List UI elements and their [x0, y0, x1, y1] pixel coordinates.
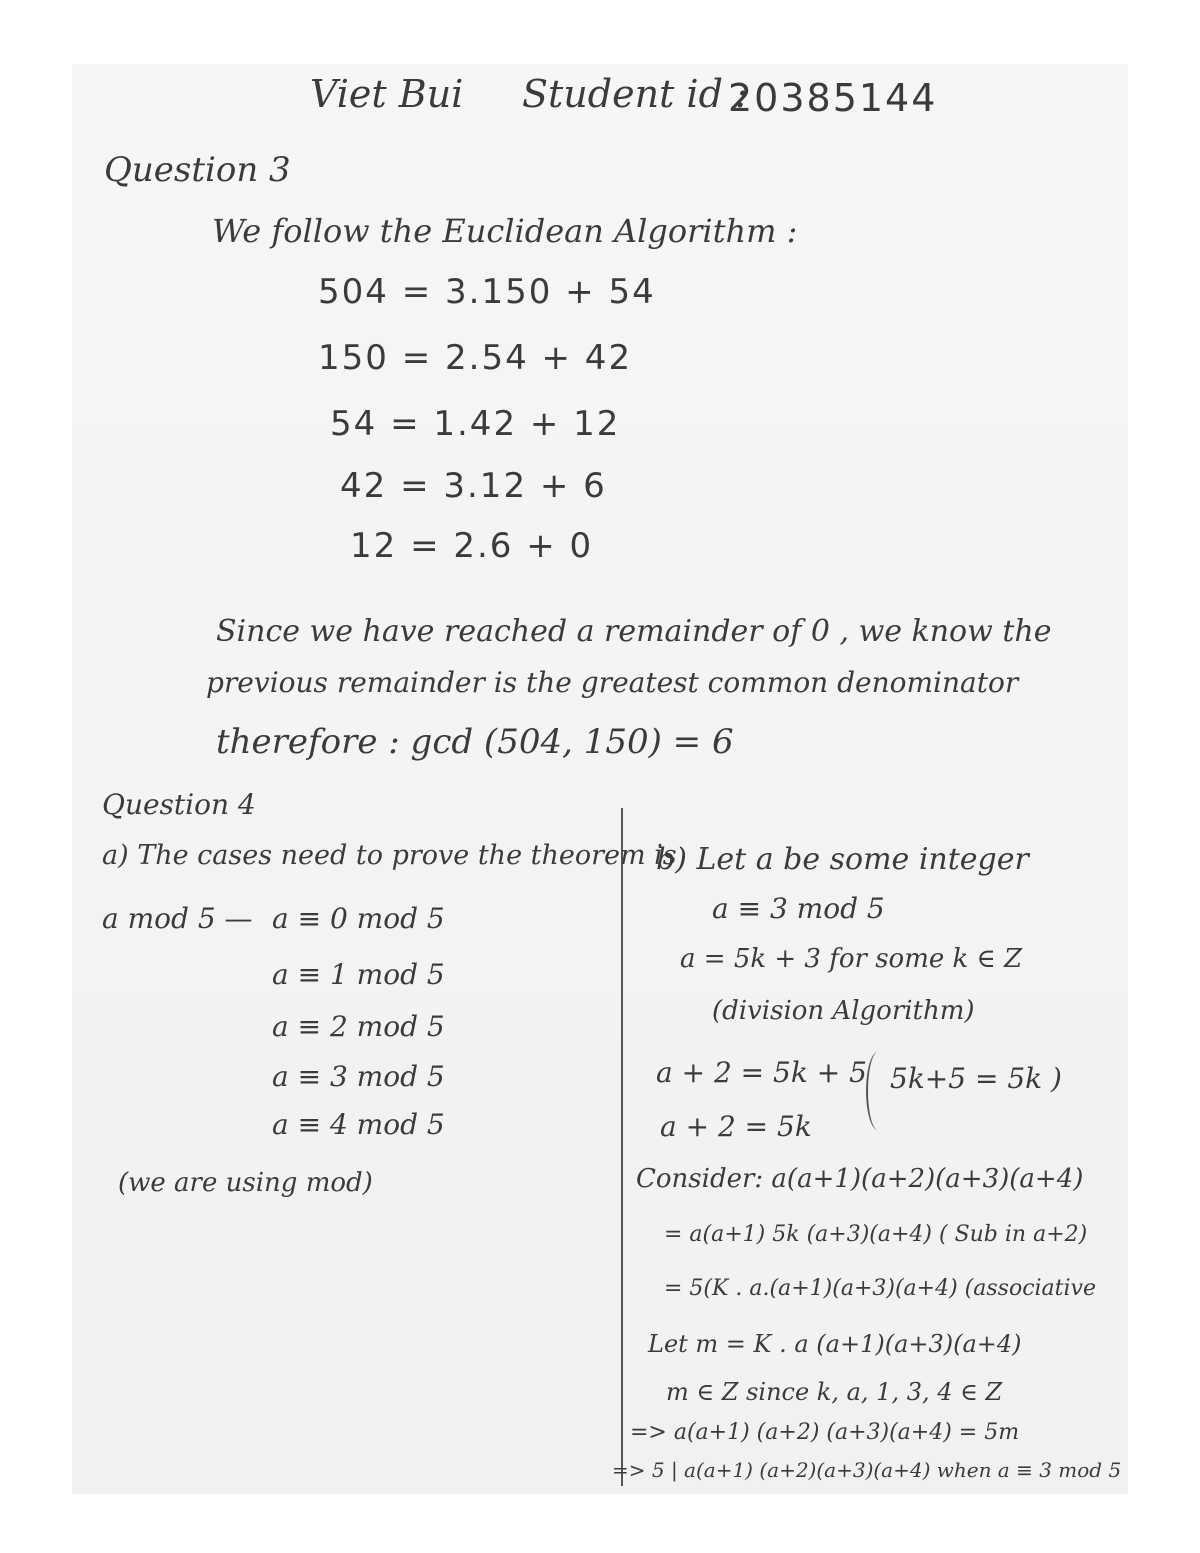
euclid-step: 42 = 3.12 + 6 — [340, 466, 607, 506]
euclid-step: 12 = 2.6 + 0 — [350, 526, 594, 566]
euclid-step: 54 = 1.42 + 12 — [330, 404, 621, 444]
euclid-step: 150 = 2.54 + 42 — [318, 338, 633, 378]
q4a-case: a ≡ 3 mod 5 — [272, 1060, 445, 1093]
q4a-label: a mod 5 — — [102, 902, 253, 935]
q4b-intro: b) Let a be some integer — [656, 842, 1029, 877]
q4a-case: a ≡ 1 mod 5 — [272, 958, 445, 991]
q4b-line: Consider: a(a+1)(a+2)(a+3)(a+4) — [636, 1164, 1084, 1194]
q4b-line: a + 2 = 5k + 5 — [656, 1056, 867, 1089]
student-name: Viet Bui — [310, 72, 464, 116]
q4a-case: a ≡ 4 mod 5 — [272, 1108, 445, 1141]
q4b-line: a ≡ 3 mod 5 — [712, 892, 885, 925]
q4a-note: (we are using mod) — [118, 1168, 373, 1198]
q4b-line: a + 2 = 5k — [660, 1110, 812, 1143]
column-divider — [621, 808, 623, 1486]
student-id: 20385144 — [728, 76, 938, 120]
q4b-line: (division Algorithm) — [712, 996, 975, 1026]
side-note-bracket — [866, 1052, 890, 1130]
q4b-line: => a(a+1) (a+2) (a+3)(a+4) = 5m — [630, 1420, 1020, 1445]
q4b-side-note: 5k+5 = 5k ) — [890, 1062, 1062, 1095]
q3-heading: Question 3 — [104, 150, 291, 190]
q4b-line: => 5 | a(a+1) (a+2)(a+3)(a+4) when a ≡ 3 mod 5 — [612, 1458, 1122, 1482]
q3-intro: We follow the Euclidean Algorithm : — [212, 212, 798, 250]
q4b-line: = 5(K . a.(a+1)(a+3)(a+4) (associative — [664, 1276, 1096, 1301]
euclid-step: 504 = 3.150 + 54 — [318, 272, 656, 312]
q3-result: therefore : gcd (504, 150) = 6 — [216, 722, 734, 762]
q3-conclusion-line: Since we have reached a remainder of 0 , we know the — [216, 614, 1052, 649]
q4b-line: = a(a+1) 5k (a+3)(a+4) ( Sub in a+2) — [664, 1222, 1088, 1247]
q4b-line: a = 5k + 3 for some k ∈ Z — [680, 944, 1023, 974]
q3-conclusion-line: previous remainder is the greatest common denominator — [206, 666, 1019, 699]
q4b-line: m ∈ Z since k, a, 1, 3, 4 ∈ Z — [666, 1378, 1003, 1406]
student-id-label: Student id : — [522, 72, 748, 116]
q4-heading: Question 4 — [102, 788, 256, 821]
q4a-intro: a) The cases need to prove the theorem is — [102, 840, 677, 871]
q4a-case: a ≡ 2 mod 5 — [272, 1010, 445, 1043]
q4a-case: a ≡ 0 mod 5 — [272, 902, 445, 935]
q4b-line: Let m = K . a (a+1)(a+3)(a+4) — [648, 1330, 1022, 1358]
